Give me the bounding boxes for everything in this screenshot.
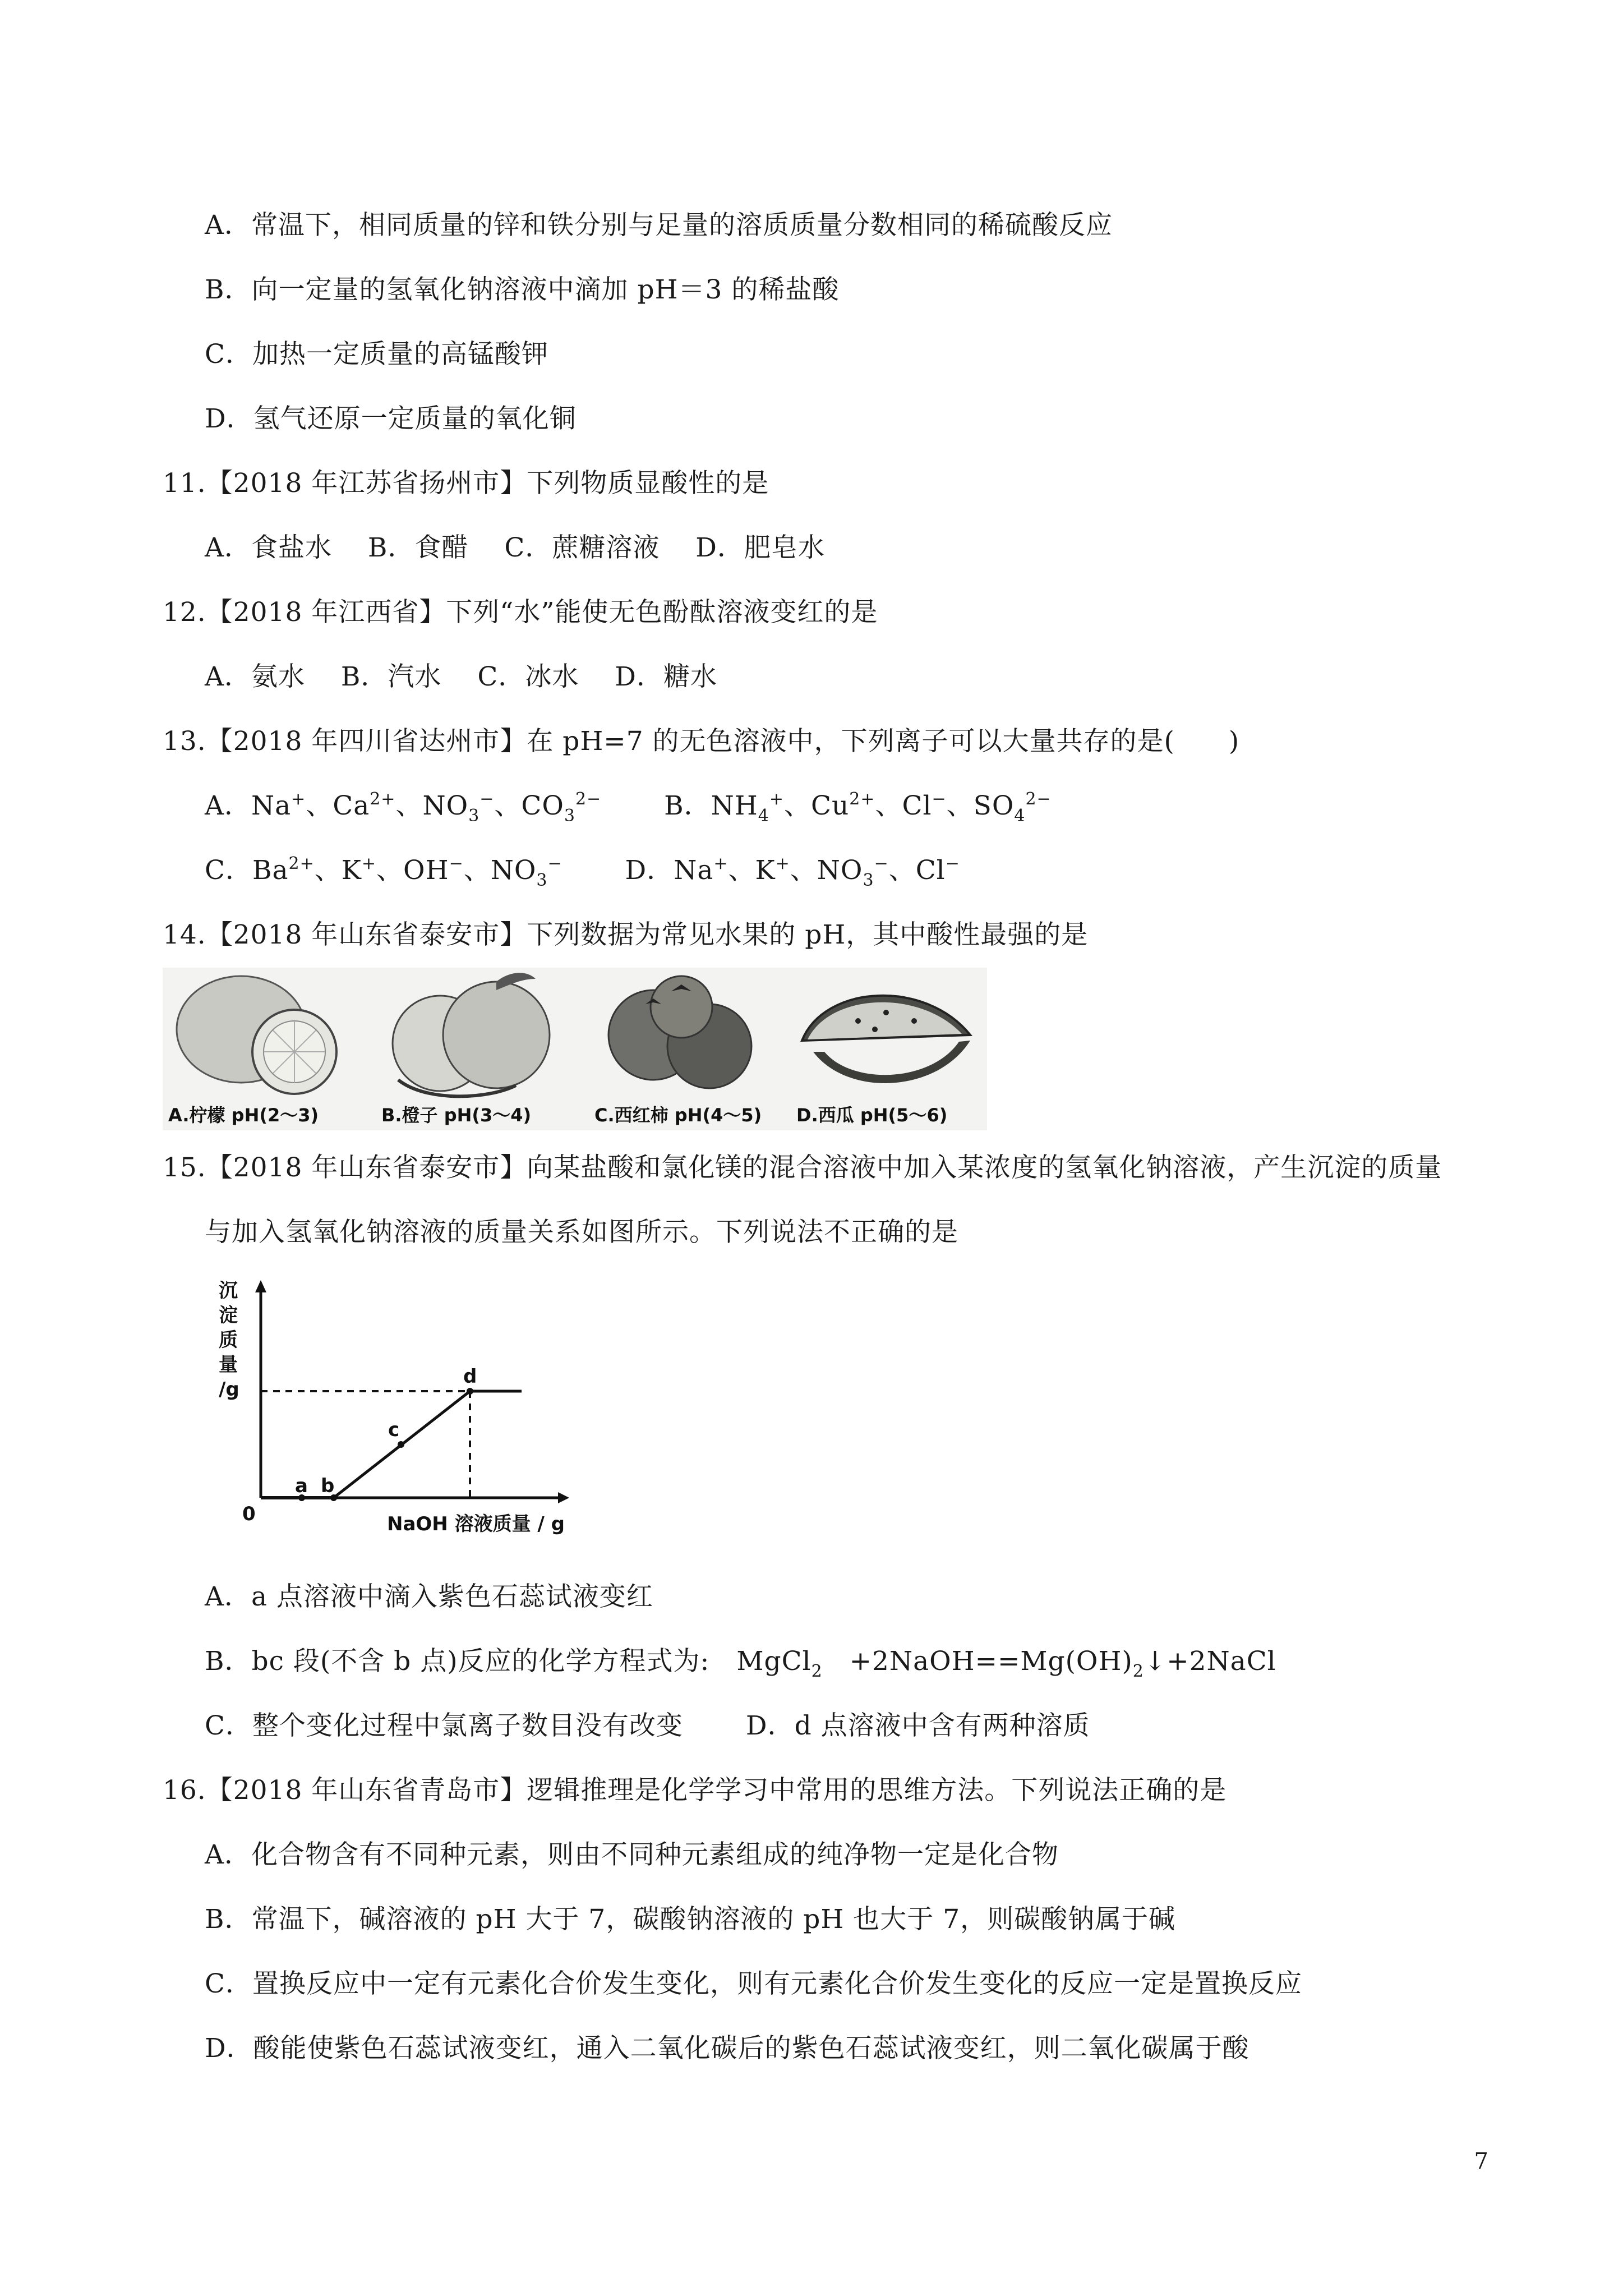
q16-option-d: D．酸能使紫色石蕊试液变红，通入二氧化碳后的紫色石蕊试液变红，则二氧化碳属于酸 — [205, 2033, 1249, 2064]
y-label-char-4: 量 — [219, 1354, 238, 1376]
y-label-char-2: 淀 — [219, 1304, 238, 1327]
fruit-watermelon — [791, 968, 987, 1130]
point-d-marker — [467, 1388, 473, 1395]
q16-option-b: B．常温下，碱溶液的 pH 大于 7，碳酸钠溶液的 pH 也大于 7，则碳酸钠属于碱 — [205, 1904, 1176, 1935]
watermelon-image — [791, 968, 987, 1102]
q16-stem: 16.【2018 年山东省青岛市】逻辑推理是化学学习中常用的思维方法。下列说法正确的是 — [163, 1775, 1227, 1806]
q10-option-b: B．向一定量的氢氧化钠溶液中滴加 pH＝3 的稀盐酸 — [205, 274, 840, 305]
q15-stem-line2: 与加入氢氧化钠溶液的质量关系如图所示。下列说法不正确的是 — [205, 1217, 958, 1248]
q13-stem: 13.【2018 年四川省达州市】在 pH=7 的无色溶液中，下列离子可以大量共存的是( ) — [163, 726, 1240, 757]
q15-options-cd: C．整个变化过程中氯离子数目没有改变 D．d 点溶液中含有两种溶质 — [205, 1710, 1090, 1741]
q15-option-b: B．bc 段(不含 b 点)反应的化学方程式为: MgCl$_2$ $+2NaOH==Mg(OH)_2↓+2NaCl$ — [205, 1646, 1276, 1681]
point-c-label: c — [388, 1419, 400, 1441]
q10-option-c: C．加热一定质量的高锰酸钾 — [205, 339, 548, 370]
lemon-image — [163, 968, 365, 1102]
fruit-orange — [376, 968, 566, 1130]
orange-image — [376, 968, 566, 1102]
q12-stem: 12.【2018 年江西省】下列“水”能使无色酚酞溶液变红的是 — [163, 597, 878, 628]
q11-stem: 11.【2018 年江苏省扬州市】下列物质显酸性的是 — [163, 468, 769, 499]
y-axis-arrow — [255, 1280, 266, 1292]
q14-stem: 14.【2018 年山东省泰安市】下列数据为常见水果的 pH，其中酸性最强的是 — [163, 919, 1089, 950]
q15-stem-line1: 15.【2018 年山东省泰安市】向某盐酸和氯化镁的混合溶液中加入某浓度的氢氧化钠溶液，产生沉淀的质量 — [163, 1152, 1442, 1183]
fruit-picture-row — [163, 968, 987, 1130]
q13-options-cd: C．$Ba^{2+}$、K+、OH−、$NO_3^-$ D．Na+、K+、$NO_3^-$、Cl− — [205, 854, 960, 890]
point-a-label: a — [295, 1475, 308, 1497]
q10-option-a: A．常温下，相同质量的锌和铁分别与足量的溶质质量分数相同的稀硫酸反应 — [205, 210, 1113, 241]
q11-options: A．食盐水 B．食醋 C．蔗糖溶液 D．肥皂水 — [205, 532, 825, 563]
x-axis-label: NaOH 溶液质量 / g — [387, 1513, 565, 1535]
fruit-caption-d: D.西瓜 pH(5～6) — [796, 1105, 948, 1126]
fruit-caption-a: A.柠檬 pH(2～3) — [168, 1105, 319, 1126]
y-label-char-3: 质 — [219, 1329, 238, 1351]
q13-options-ab: A．Na+、$Ca^{2+}$、$NO_3^-$、$CO_3^{2-}$ B．$NH_4^+$、$Cu^{2+}$、Cl−、$SO_4^{2-}$ — [205, 789, 1052, 826]
x-axis-arrow — [558, 1492, 569, 1503]
point-b-label: b — [321, 1475, 335, 1497]
y-label-char-1: 沉 — [219, 1280, 238, 1302]
tomato-image — [589, 968, 780, 1102]
y-label-char-5: /g — [219, 1378, 239, 1401]
q16-option-a: A．化合物含有不同种元素，则由不同种元素组成的纯净物一定是化合物 — [205, 1839, 1059, 1870]
q15-option-a: A．a 点溶液中滴入紫色石蕊试液变红 — [205, 1581, 653, 1612]
point-d-label: d — [463, 1365, 477, 1388]
page-number: 7 — [1474, 2148, 1488, 2174]
q10-option-d: D．氢气还原一定质量的氧化铜 — [205, 403, 577, 434]
q16-option-c: C．置换反应中一定有元素化合价发生变化，则有元素化合价发生变化的反应一定是置换反应 — [205, 1968, 1302, 1999]
fruit-caption-c: C.西红柿 pH(4～5) — [594, 1105, 762, 1126]
precipitate-graph — [219, 1273, 589, 1537]
fruit-tomato — [589, 968, 780, 1130]
fruit-caption-b: B.橙子 pH(3～4) — [381, 1105, 532, 1126]
point-c-marker — [398, 1441, 404, 1448]
origin-label: 0 — [242, 1503, 256, 1525]
fruit-lemon — [163, 968, 365, 1130]
q12-options: A．氨水 B．汽水 C．冰水 D．糖水 — [205, 661, 717, 692]
